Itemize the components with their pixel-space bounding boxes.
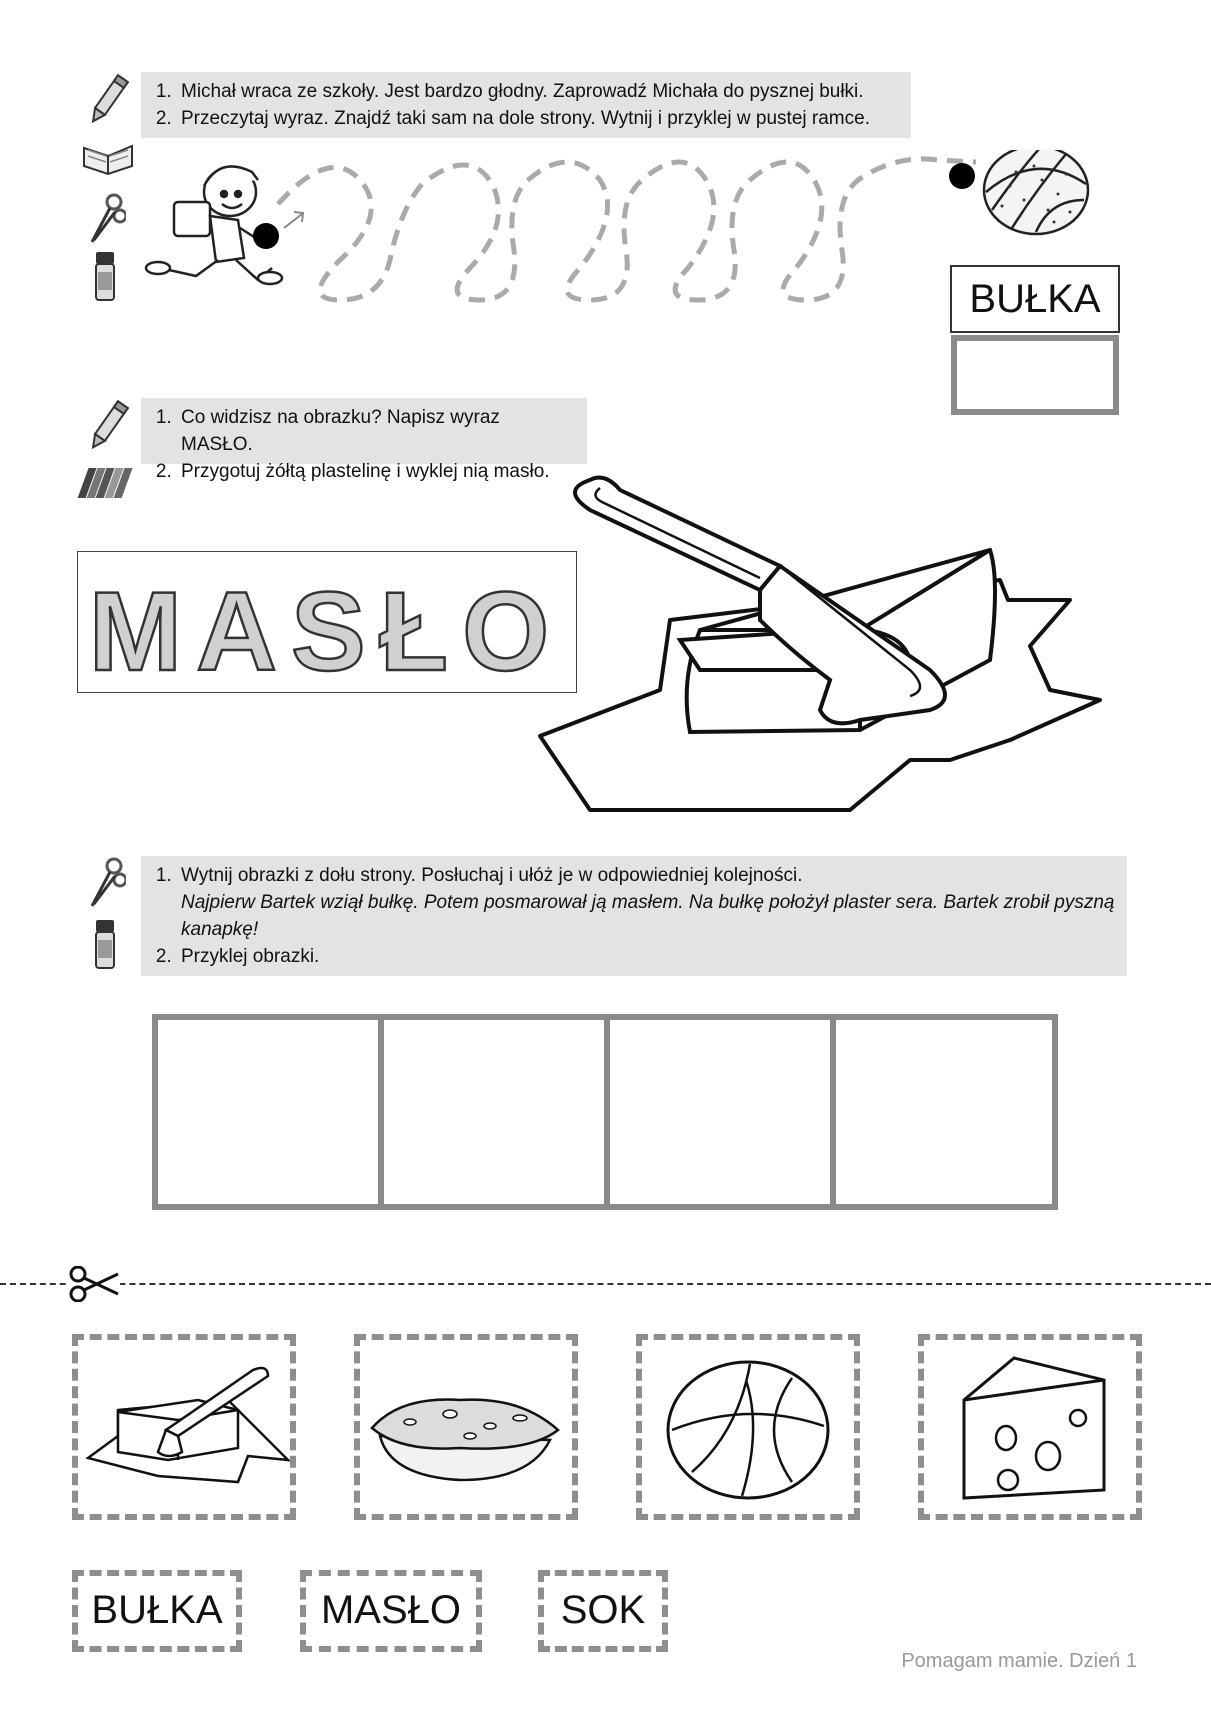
book-icon	[80, 136, 136, 181]
sequence-frame-1[interactable]	[152, 1014, 384, 1210]
instruction-item: 1. Michał wraca ze szkoły. Jest bardzo głodny. Zaprowadź Michała do pysznej bułki.	[177, 78, 899, 105]
cutout-word-sok[interactable]: SOK	[538, 1570, 668, 1652]
instructions-section3	[141, 856, 1127, 976]
instruction-item: 1. Co widzisz na obrazku? Napisz wyraz MASŁO.	[177, 404, 575, 458]
outline-word-box	[77, 551, 577, 693]
pencil-icon	[86, 72, 130, 133]
glue-stick-icon	[92, 250, 118, 309]
sandwich-picture	[360, 1340, 572, 1514]
instructions-section2	[141, 398, 587, 482]
instruction-item	[177, 862, 1115, 943]
bread-roll-picture	[642, 1340, 854, 1514]
instruction-item: 2. Przygotuj żółtą plastelinę i wyklej nią masło.	[177, 458, 575, 485]
cutout-word-bulka[interactable]: BUŁKA	[72, 1570, 242, 1652]
sequence-frame-3[interactable]	[604, 1014, 836, 1210]
target-word-label: BUŁKA	[950, 265, 1120, 333]
cutout-picture-butter[interactable]	[72, 1334, 296, 1520]
instruction-item: 2. Przeczytaj wyraz. Znajdź taki sam na dole strony. Wytnij i przyklej w pustej ramce.	[177, 105, 899, 132]
outline-word	[78, 552, 575, 691]
instruction-text: Wytnij obrazki z dołu strony. Posłuchaj i ułóż je w odpowiedniej kolejności.	[181, 865, 803, 886]
butter-picture	[78, 1340, 290, 1514]
scissors-icon	[68, 1266, 120, 1307]
cutout-picture-cheese[interactable]	[918, 1334, 1142, 1520]
butter-illustration	[530, 470, 1150, 820]
cutout-word-maslo[interactable]: MASŁO	[300, 1570, 482, 1652]
instruction-item: 2. Przyklej obrazki.	[177, 943, 1115, 970]
paste-frame-bulka[interactable]	[951, 335, 1119, 415]
footer-text: Pomagam mamie. Dzień 1	[901, 1650, 1137, 1672]
cutout-picture-sandwich[interactable]	[354, 1334, 578, 1520]
sequence-frame-4[interactable]	[830, 1014, 1058, 1210]
glue-stick-icon	[92, 918, 118, 977]
sequence-frame-2[interactable]	[378, 1014, 610, 1210]
scissors-icon	[86, 856, 126, 915]
cutout-picture-bread-roll[interactable]	[636, 1334, 860, 1520]
pencil-icon	[86, 398, 130, 459]
cut-line	[0, 1283, 1211, 1285]
bread-roll-illustration	[984, 150, 1088, 234]
outline-word-text: MASŁO	[88, 569, 564, 691]
scissors-icon	[86, 192, 126, 251]
plasticine-icon	[76, 464, 136, 509]
cheese-picture	[924, 1340, 1136, 1514]
instructions-section1	[141, 72, 911, 138]
story-text: Najpierw Bartek wziął bułkę. Potem posmarował ją masłem. Na bułkę położył plaster sera. Bartek zrobił pyszną kanapkę!	[181, 892, 1115, 940]
